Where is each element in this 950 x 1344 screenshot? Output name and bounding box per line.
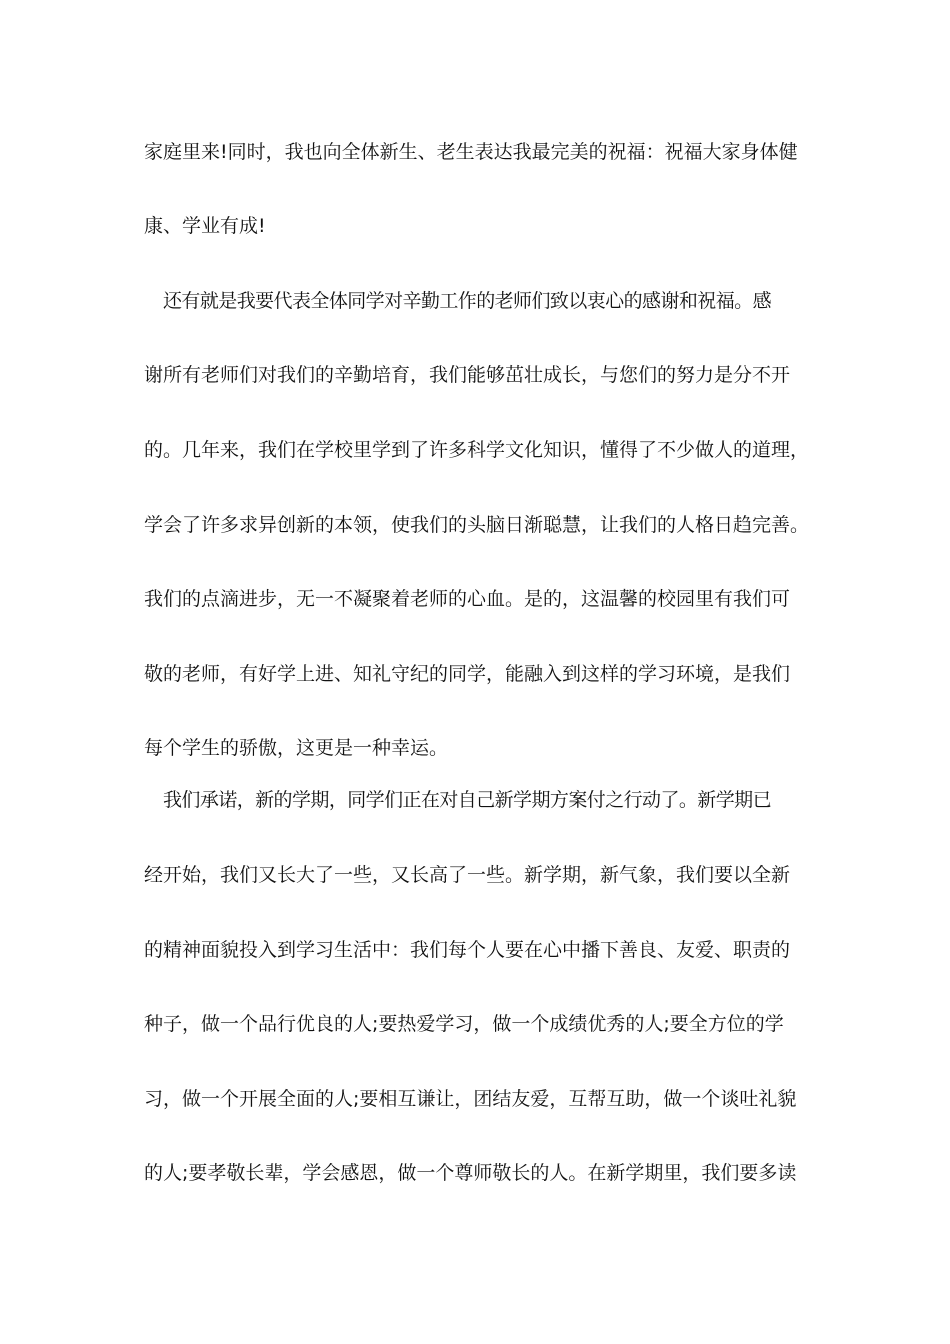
text-line-5: 的。几年来，我们在学校里学到了许多科学文化知识，懂得了不少做人的道理， <box>144 439 810 461</box>
text-line-2: 康、学业有成! <box>144 215 266 237</box>
text-line-14: 习，做一个开展全面的人;要相互谦让，团结友爱，互帮互助，做一个谈吐礼貌 <box>144 1088 797 1110</box>
text-line-11: 经开始，我们又长大了一些，又长高了一些。新学期，新气象，我们要以全新 <box>144 864 791 886</box>
text-line-15: 的人;要孝敬长辈，学会感恩，做一个尊师敬长的人。在新学期里，我们要多读 <box>144 1162 797 1184</box>
text-line-7: 我们的点滴进步，无一不凝聚着老师的心血。是的，这温馨的校园里有我们可 <box>144 588 791 610</box>
text-line-8: 敬的老师，有好学上进、知礼守纪的同学，能融入到这样的学习环境，是我们 <box>144 663 791 685</box>
text-line-6: 学会了许多求异创新的本领，使我们的头脑日渐聪慧，让我们的人格日趋完善。 <box>144 514 810 536</box>
text-line-1: 家庭里来!同时，我也向全体新生、老生表达我最完美的祝福：祝福大家身体健 <box>144 141 798 163</box>
paragraph-3-line-1: 我们承诺，新的学期，同学们正在对自己新学期方案付之行动了。新学期已 <box>163 789 772 811</box>
paragraph-2-line-1: 还有就是我要代表全体同学对辛勤工作的老师们致以衷心的感谢和祝福。感 <box>163 290 772 312</box>
text-line-9: 每个学生的骄傲，这更是一种幸运。 <box>144 737 449 759</box>
text-line-13: 种子，做一个品行优良的人;要热爱学习，做一个成绩优秀的人;要全方位的学 <box>144 1013 784 1035</box>
text-line-12: 的精神面貌投入到学习生活中：我们每个人要在心中播下善良、友爱、职责的 <box>144 939 791 961</box>
text-line-4: 谢所有老师们对我们的辛勤培育，我们能够茁壮成长，与您们的努力是分不开 <box>144 364 791 386</box>
